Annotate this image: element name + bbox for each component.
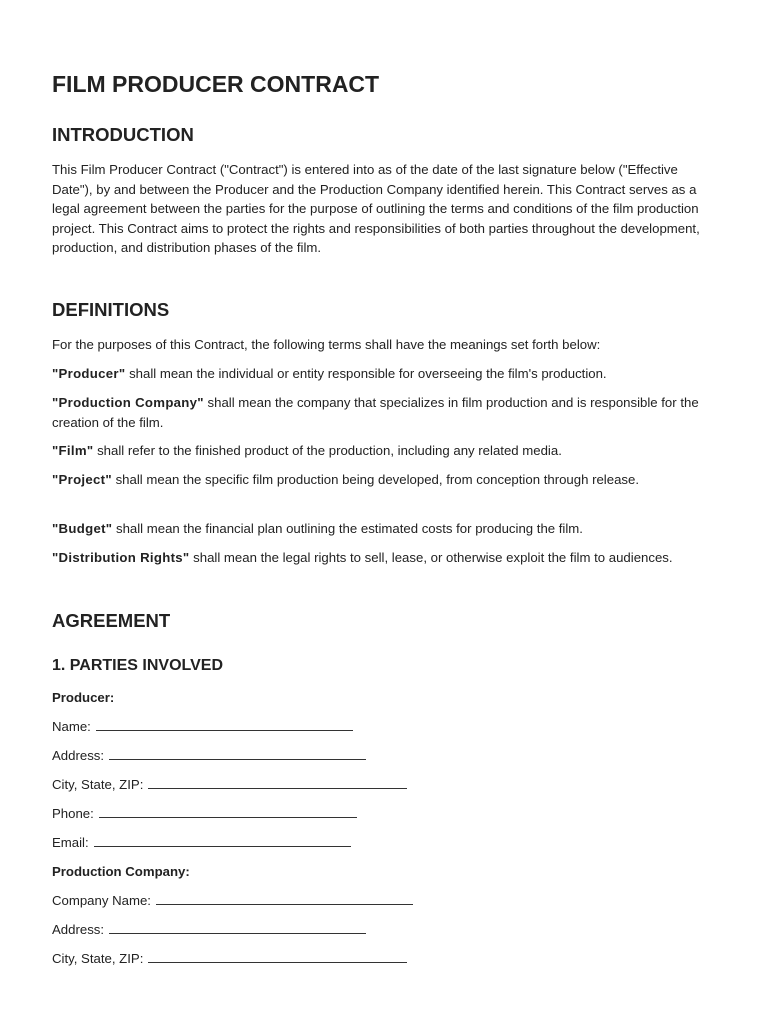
field-label: Phone: [52, 806, 94, 821]
producer-address-field[interactable] [52, 748, 366, 763]
definition-production-company [52, 393, 712, 432]
definition-film [52, 441, 712, 461]
company-address-field[interactable] [52, 922, 366, 937]
field-label: Address: [52, 748, 105, 763]
definition-text: shall mean the financial plan outlining the estimated costs for producing the film. [112, 521, 583, 536]
company-name-blank[interactable] [156, 894, 413, 905]
definition-term: "Producer" [52, 366, 126, 381]
definition-distribution-rights [52, 548, 712, 568]
company-address-blank[interactable] [109, 923, 366, 934]
producer-label: Producer: [52, 690, 115, 705]
producer-name-blank[interactable] [96, 720, 353, 731]
definition-budget [52, 519, 712, 539]
definition-text: shall refer to the finished product of the production, including any related media. [93, 443, 562, 458]
definition-text: shall mean the company that specializes in film production and is responsible for the creation of the film. [52, 395, 699, 430]
producer-address-blank[interactable] [109, 749, 366, 760]
definition-producer [52, 364, 712, 384]
field-label: Name: [52, 719, 91, 734]
production-company-label: Production Company: [52, 864, 190, 879]
definition-term: "Project" [52, 472, 112, 487]
producer-phone-field[interactable] [52, 806, 357, 821]
definition-term: "Production Company" [52, 395, 204, 410]
field-label: Address: [52, 922, 105, 937]
introduction-paragraph: This Film Producer Contract ("Contract") is entered into as of the date of the last signature below ("Effective Date"), by and between the Producer and the Production Company identified herein. This Contract serves as a legal agreement between the parties for the purpose of outlining the terms and conditions of the film production project. This Contract aims to protect the rights and responsibilities of both parties throughout the development, production, and distribution phases of the film. [52, 162, 700, 255]
definition-text: shall mean the legal rights to sell, lease, or otherwise exploit the film to audiences. [189, 550, 673, 565]
definition-term: "Distribution Rights" [52, 550, 190, 565]
definition-text: shall mean the specific film production being developed, from conception through release. [111, 472, 639, 487]
producer-name-field[interactable] [52, 719, 353, 734]
field-label: City, State, ZIP: [52, 951, 144, 966]
producer-phone-blank[interactable] [99, 807, 357, 818]
field-label: City, State, ZIP: [52, 777, 144, 792]
company-city-field[interactable] [52, 951, 407, 966]
agreement-heading: AGREEMENT [52, 610, 171, 631]
definitions-intro: For the purposes of this Contract, the following terms shall have the meanings set forth below: [52, 337, 601, 352]
definition-project [52, 470, 712, 490]
company-city-blank[interactable] [148, 952, 407, 963]
company-name-field[interactable] [52, 893, 413, 908]
definition-term: "Film" [52, 443, 94, 458]
producer-email-field[interactable] [52, 835, 351, 850]
producer-city-field[interactable] [52, 777, 407, 792]
definition-text: shall mean the individual or entity responsible for overseeing the film's production. [125, 366, 607, 381]
document-title: FILM PRODUCER CONTRACT [52, 71, 380, 97]
definition-term: "Budget" [52, 521, 113, 536]
introduction-heading: INTRODUCTION [52, 124, 194, 145]
parties-involved-heading: 1. PARTIES INVOLVED [52, 657, 223, 674]
producer-email-blank[interactable] [94, 836, 351, 847]
field-label: Email: [52, 835, 89, 850]
field-label: Company Name: [52, 893, 151, 908]
definitions-heading: DEFINITIONS [52, 299, 170, 320]
producer-city-blank[interactable] [148, 778, 407, 789]
